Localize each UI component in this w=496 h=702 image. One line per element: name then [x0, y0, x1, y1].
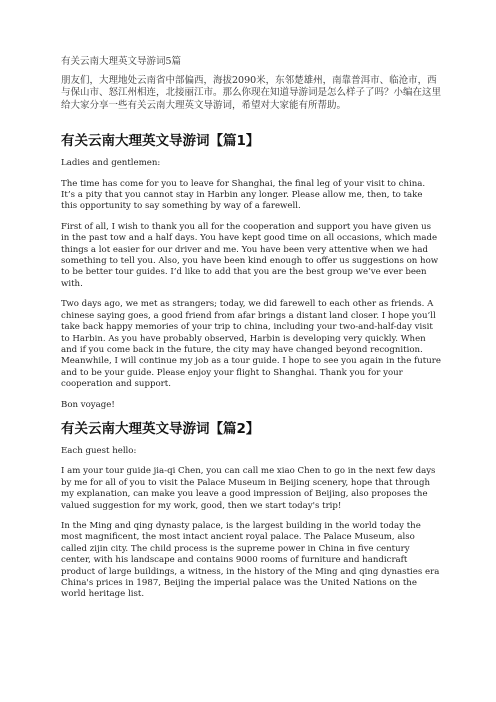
section-2: [61, 420, 441, 601]
section-1: [61, 132, 441, 411]
paragraph: First of all, I wish to thank you all for the cooperation and support you have given us in the past tow and a half days. You have kept good time on all occasions, which made things a lot easier for our driver and me. You have been very attentive when we had something to tell you. Also, you have been kind enough to offer us suggestions on how to be better tour guides. I’d like to add that you are the best group we’ve ever been with.: [61, 221, 439, 289]
section-heading: 有关云南大理英文导游词【篇2】: [61, 420, 260, 437]
document-page: [61, 56, 441, 610]
intro-paragraph: 朋友们，大理地处云南省中部偏西，海拔2090米，东邻楚雄州，南靠普洱市、临沧市，西与保山市、怒江州相连，北接丽江市。那么你现在知道导游词是怎么样子了吗？小编在这里给大家分享一些有关云南大理英文导游词，希望对大家能有所帮助。: [61, 75, 442, 111]
paragraph: Ladies and gentlemen:: [61, 158, 161, 169]
paragraph: In the Ming and qing dynasty palace, is the largest building in the world today the most magnificent, the most intact ancient royal palace. The Palace Museum, also called zijin city. The child process is the supreme power in China in five century center, with his landscape and contains 9000 rooms of furniture and handicraft product of large buildings, a witness, in the history of the Ming and qing dynasties era China's prices in 1987, Beijing the imperial palace was the United Nations on the world heritage list.: [61, 520, 440, 600]
paragraph: Bon voyage!: [61, 399, 115, 410]
paragraph: Two days ago, we met as strangers; today, we did farewell to each other as friends. A chinese saying goes, a good friend from afar brings a distant land closer. I hope you’ll take back happy memories of your trip to china, including your two-and-half-day visit to Harbin. As you have probably observed, Harbin is developing very quickly. When and if you come back in the future, the city may have changed beyond recognition. Meanwhile, I will continue my job as a tour guide. I hope to see you again in the future and to be your guide. Please enjoy your flight to Shanghai. Thank you for your cooperation and support.: [61, 299, 441, 390]
paragraph: Each guest hello:: [61, 445, 137, 456]
paragraph: The time has come for you to leave for Shanghai, the final leg of your visit to china. It’s a pity that you cannot stay in Harbin any longer. Please allow me, then, to take this opportunity to say something by way of a farewell.: [61, 178, 426, 212]
paragraph: I am your tour guide jia-qi Chen, you can call me xiao Chen to go in the next few days by me for all of you to visit the Palace Museum in Beijing scenery, hope that through my explanation, can make you leave a good impression of Beijing, also proposes the valued suggestion for my work, good, then we start today's trip!: [61, 466, 436, 511]
section-heading: 有关云南大理英文导游词【篇1】: [61, 133, 260, 150]
document-title: 有关云南大理英文导游词5篇: [61, 56, 182, 67]
